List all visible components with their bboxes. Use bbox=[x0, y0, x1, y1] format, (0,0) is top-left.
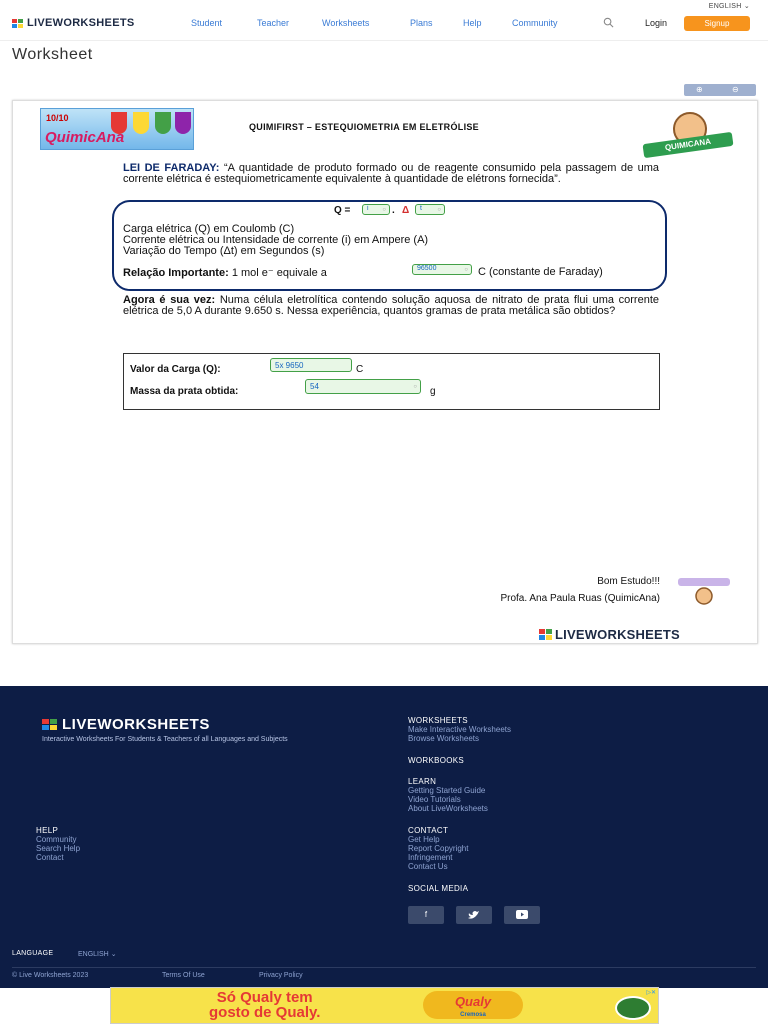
worksheet-heading: QUIMIFIRST – ESTEQUIOMETRIA EM ELETRÓLISE bbox=[249, 122, 479, 132]
ad-line2: gosto de Qualy. bbox=[209, 1004, 321, 1021]
footer-logo[interactable] bbox=[42, 716, 210, 733]
footer-link[interactable]: Community bbox=[36, 835, 77, 844]
site-logo[interactable] bbox=[12, 17, 135, 29]
input-t-field[interactable] bbox=[415, 204, 445, 215]
sign-bom-estudo: Bom Estudo!!! bbox=[597, 576, 660, 587]
nav-plans[interactable]: Plans bbox=[410, 18, 433, 28]
footer-help-head: HELP bbox=[36, 826, 59, 835]
quimicana-logo bbox=[40, 108, 194, 150]
brand-name: LIVEWORKSHEETS bbox=[27, 17, 135, 29]
footer-tagline: Interactive Worksheets For Students & Teachers of all Languages and Subjects bbox=[42, 736, 288, 743]
line-tempo: Variação do Tempo (Δt) em Segundos (s) bbox=[123, 245, 325, 257]
logo-blocks-icon bbox=[42, 719, 57, 730]
footer-worksheets-head: WORKSHEETS bbox=[408, 716, 468, 725]
footer-link[interactable]: About LiveWorksheets bbox=[408, 804, 488, 813]
footer-contact-head: CONTACT bbox=[408, 826, 449, 835]
relacao-suffix: C (constante de Faraday) bbox=[478, 266, 603, 278]
nav-student[interactable]: Student bbox=[191, 18, 223, 28]
line-relacao bbox=[123, 266, 327, 279]
ad-text bbox=[209, 990, 320, 1020]
terms-link[interactable]: Terms Of Use bbox=[162, 972, 205, 979]
footer-link[interactable]: Browse Worksheets bbox=[408, 734, 479, 743]
massa-label: Massa da prata obtida: bbox=[130, 386, 239, 397]
nav-community[interactable]: Community bbox=[512, 18, 558, 28]
carga-unit: C bbox=[356, 364, 364, 375]
footer-link[interactable]: Video Tutorials bbox=[408, 795, 461, 804]
carga-value: 5x 9650 bbox=[275, 361, 304, 370]
formula-dot: . bbox=[392, 205, 395, 216]
ad-product bbox=[423, 991, 523, 1019]
footer-link[interactable]: Make Interactive Worksheets bbox=[408, 725, 512, 734]
massa-unit: g bbox=[430, 386, 436, 397]
zoom-controls bbox=[684, 84, 756, 96]
footer-link[interactable]: Getting Started Guide bbox=[408, 786, 486, 795]
language-value: ENGLISH bbox=[78, 951, 109, 958]
lei-title: LEI DE FARADAY: bbox=[123, 162, 220, 174]
logo-blocks-icon bbox=[539, 629, 552, 640]
signup-button[interactable]: Signup bbox=[684, 16, 750, 31]
sign-teacher: Profa. Ana Paula Ruas (QuimicAna) bbox=[500, 593, 660, 604]
worksheet-footer-brand bbox=[539, 627, 680, 642]
footer-link[interactable]: Report Copyright bbox=[408, 844, 469, 853]
input-i-value: i bbox=[367, 205, 369, 212]
search-icon[interactable] bbox=[603, 17, 614, 28]
agora-label: Agora é sua vez: bbox=[123, 294, 216, 306]
circle-icon: ○ bbox=[437, 206, 441, 213]
nav-worksheets[interactable]: Worksheets bbox=[322, 18, 370, 28]
agora-paragraph bbox=[123, 295, 659, 317]
agora-text: Numa célula eletrolítica contendo solução aquosa de nitrato de prata flui uma corrente elétrica de 5,0 A durante 9.650 s. Nessa experiência, quantos gramas de prata metálica são obtidos? bbox=[123, 294, 659, 317]
zoom-in-icon[interactable]: ⊕ bbox=[696, 85, 703, 94]
massa-value: 54 bbox=[310, 382, 319, 391]
footer-social-head: SOCIAL MEDIA bbox=[408, 884, 469, 893]
relacao-text: 1 mol e⁻ equivale a bbox=[231, 267, 327, 279]
language-label: ENGLISH bbox=[708, 3, 742, 10]
footer-brand: LIVEWORKSHEETS bbox=[62, 716, 210, 733]
input-t-value: t bbox=[420, 205, 422, 212]
nav-help[interactable]: Help bbox=[463, 18, 482, 28]
lei-text: “A quantidade de produto formado ou de reagente consumido pela passagem de uma corrente elétrica é estequiometricamente equivalente à quantidade de elétrons fornecida”. bbox=[123, 162, 660, 185]
twitter-icon[interactable] bbox=[456, 906, 492, 924]
massa-input[interactable] bbox=[305, 379, 421, 394]
logo-blocks-icon bbox=[12, 19, 23, 28]
flask-icon bbox=[133, 112, 149, 134]
footer-link[interactable]: Search Help bbox=[36, 844, 81, 853]
language-selector-top[interactable] bbox=[709, 2, 750, 10]
login-link[interactable]: Login bbox=[645, 18, 668, 28]
formula-delta: Δ bbox=[402, 205, 410, 216]
ad-choices-icon[interactable]: ▷✕ bbox=[646, 990, 656, 996]
footer-link[interactable]: Contact bbox=[36, 853, 64, 862]
circle-icon: ○ bbox=[382, 206, 386, 213]
footer-language-select[interactable] bbox=[78, 950, 117, 958]
top-header bbox=[0, 0, 768, 41]
line-carga: Carga elétrica (Q) em Coulomb (C) bbox=[123, 223, 295, 235]
logo-brand: QuimicAna bbox=[45, 129, 125, 146]
lei-paragraph bbox=[123, 163, 659, 185]
page-title: Worksheet bbox=[12, 46, 93, 63]
circle-icon: ○ bbox=[464, 266, 468, 273]
nav-teacher[interactable]: Teacher bbox=[257, 18, 290, 28]
youtube-icon[interactable] bbox=[504, 906, 540, 924]
faraday-value: 96500 bbox=[417, 265, 437, 272]
ad-product-sub: Cremosa bbox=[460, 1012, 486, 1018]
footer-divider bbox=[12, 967, 756, 968]
line-corrente: Corrente elétrica ou Intensidade de corrente (i) em Ampere (A) bbox=[123, 234, 429, 246]
ad-line1: Só Qualy tem bbox=[216, 989, 313, 1006]
footer-link[interactable]: Get Help bbox=[408, 835, 440, 844]
footer-workbooks-head[interactable]: WORKBOOKS bbox=[408, 756, 465, 765]
teacher-sticker-icon bbox=[676, 576, 732, 606]
circle-icon: ○ bbox=[413, 383, 417, 390]
input-faraday-field[interactable] bbox=[412, 264, 472, 275]
footer-link[interactable]: Contact Us bbox=[408, 862, 448, 871]
formula-q: Q = bbox=[334, 205, 351, 216]
footer-link[interactable]: Infringement bbox=[408, 853, 453, 862]
logo-score: 10/10 bbox=[46, 113, 69, 123]
zoom-out-icon[interactable]: ⊖ bbox=[732, 85, 739, 94]
ad-product-name: Qualy bbox=[454, 994, 492, 1009]
footer-learn-head: LEARN bbox=[408, 777, 437, 786]
flask-icon bbox=[175, 112, 191, 134]
ad-logo-icon bbox=[615, 996, 651, 1020]
ad-banner[interactable] bbox=[110, 987, 659, 1024]
facebook-icon[interactable]: f bbox=[408, 906, 444, 924]
formula bbox=[334, 205, 350, 216]
flask-icon bbox=[155, 112, 171, 134]
privacy-link[interactable]: Privacy Policy bbox=[259, 972, 303, 979]
footer-brand-text: LIVEWORKSHEETS bbox=[555, 627, 680, 642]
input-i-field[interactable] bbox=[362, 204, 390, 215]
carga-input[interactable] bbox=[270, 358, 352, 372]
chevron-down-icon: ⌄ bbox=[743, 3, 750, 10]
relacao-label: Relação Importante: bbox=[123, 267, 229, 279]
carga-label: Valor da Carga (Q): bbox=[130, 364, 221, 375]
copyright: © Live Worksheets 2023 bbox=[12, 972, 89, 979]
chevron-down-icon: ⌄ bbox=[110, 951, 117, 958]
footer-language-label: LANGUAGE bbox=[12, 950, 54, 957]
badge-label: QUIMICANA bbox=[642, 132, 733, 158]
quimicana-badge bbox=[641, 112, 735, 160]
